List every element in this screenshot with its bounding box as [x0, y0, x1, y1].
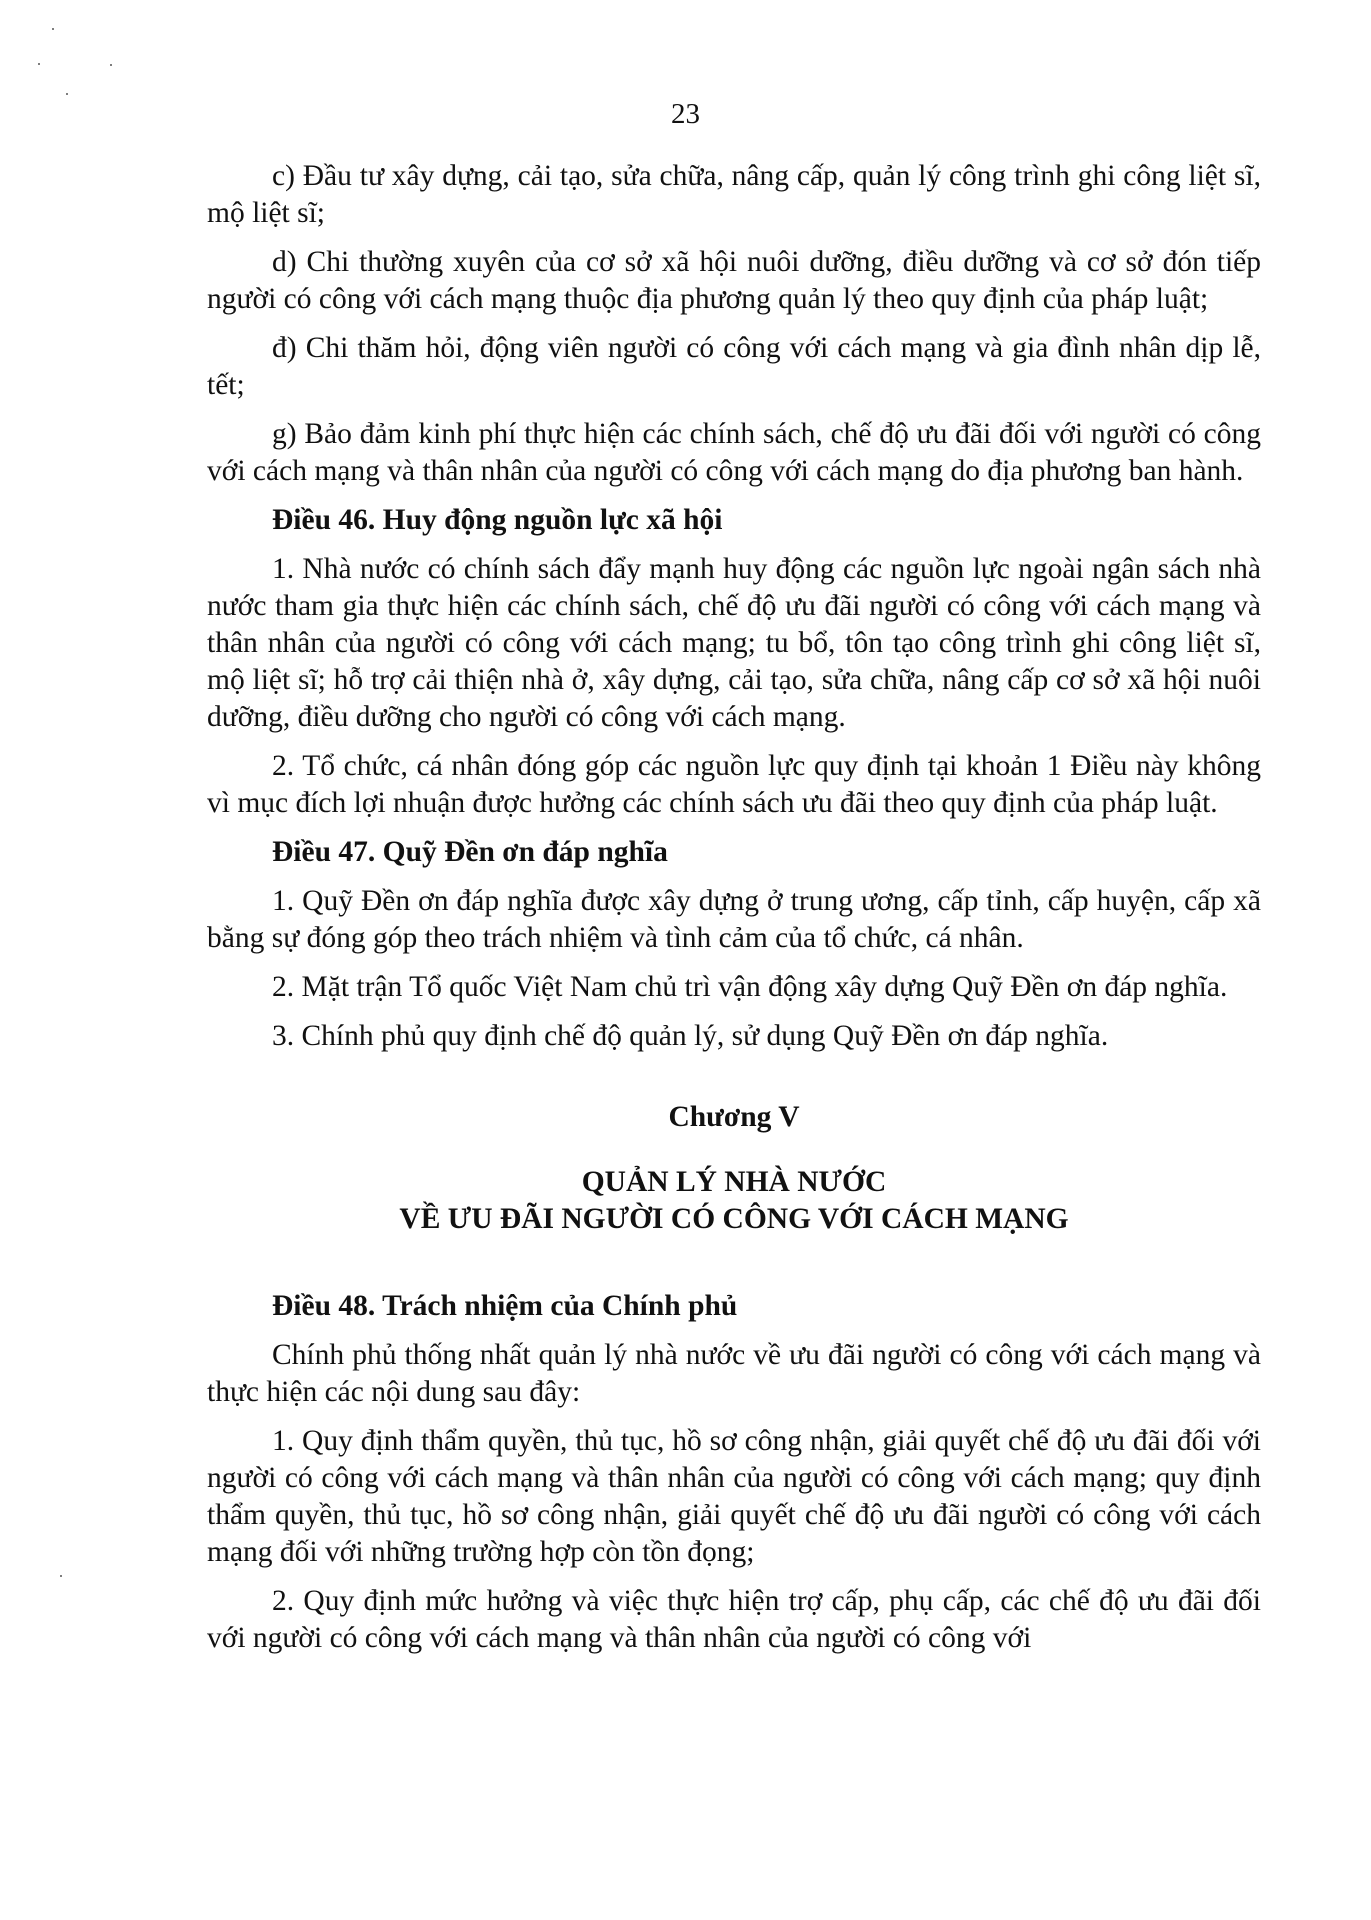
article-47-heading: Điều 47. Quỹ Đền ơn đáp nghĩa — [272, 836, 668, 868]
article-48-intro: Chính phủ thống nhất quản lý nhà nước về ưu đãi người có công với cách mạng và thực hiện các nội dung sau đây: — [207, 1339, 1261, 1408]
chapter-title — [207, 1164, 1261, 1238]
clause-d: d) Chi thường xuyên của cơ sở xã hội nuôi dưỡng, điều dưỡng và cơ sở đón tiếp người có công với cách mạng thuộc địa phương quản lý theo quy định của pháp luật; — [207, 246, 1261, 315]
clause-g: g) Bảo đảm kinh phí thực hiện các chính sách, chế độ ưu đãi đối với người có công với cách mạng và thân nhân của người có công với cách mạng do địa phương ban hành. — [207, 418, 1261, 487]
chapter-title-line-2: VỀ ƯU ĐÃI NGƯỜI CÓ CÔNG VỚI CÁCH MẠNG — [399, 1203, 1069, 1235]
article-47-clause-1: 1. Quỹ Đền ơn đáp nghĩa được xây dựng ở trung ương, cấp tỉnh, cấp huyện, cấp xã bằng sự đóng góp theo trách nhiệm và tình cảm của tổ chức, cá nhân. — [207, 885, 1261, 954]
clause-dd: đ) Chi thăm hỏi, động viên người có công với cách mạng và gia đình nhân dịp lễ, tết; — [207, 332, 1261, 401]
article-48-heading: Điều 48. Trách nhiệm của Chính phủ — [272, 1290, 738, 1322]
chapter-label: Chương V — [668, 1101, 800, 1133]
scan-speck — [52, 28, 54, 30]
article-46-clause-2: 2. Tổ chức, cá nhân đóng góp các nguồn lực quy định tại khoản 1 Điều này không vì mục đích lợi nhuận được hưởng các chính sách ưu đãi theo quy định của pháp luật. — [207, 750, 1261, 819]
article-48-clause-2: 2. Quy định mức hưởng và việc thực hiện trợ cấp, phụ cấp, các chế độ ưu đãi đối với người có công với cách mạng và thân nhân của người có công với — [207, 1585, 1261, 1654]
article-48-clause-1: 1. Quy định thẩm quyền, thủ tục, hồ sơ công nhận, giải quyết chế độ ưu đãi đối với người có công với cách mạng và thân nhân của người có công với cách mạng; quy định thẩm quyền, thủ tục, hồ sơ công nhận, giải quyết chế độ ưu đãi người có công với cách mạng đối với những trường hợp còn tồn đọng; — [207, 1425, 1261, 1568]
document-body — [207, 158, 1261, 1669]
article-47-clause-3: 3. Chính phủ quy định chế độ quản lý, sử dụng Quỹ Đền ơn đáp nghĩa. — [272, 1020, 1109, 1052]
article-46-heading: Điều 46. Huy động nguồn lực xã hội — [272, 504, 723, 536]
scan-speck — [60, 1575, 62, 1577]
page-number: 23 — [671, 98, 700, 130]
clause-c: c) Đầu tư xây dựng, cải tạo, sửa chữa, nâng cấp, quản lý công trình ghi công liệt sĩ, mộ liệt sĩ; — [207, 160, 1261, 229]
scan-speck — [66, 93, 68, 95]
article-47-clause-2: 2. Mặt trận Tổ quốc Việt Nam chủ trì vận động xây dựng Quỹ Đền ơn đáp nghĩa. — [272, 971, 1228, 1003]
chapter-title-line-1: QUẢN LÝ NHÀ NƯỚC — [581, 1166, 887, 1198]
scan-speck — [110, 64, 112, 66]
article-46-clause-1: 1. Nhà nước có chính sách đẩy mạnh huy động các nguồn lực ngoài ngân sách nhà nước tham gia thực hiện các chính sách, chế độ ưu đãi người có công với cách mạng và thân nhân của người có công với cách mạng; tu bổ, tôn tạo công trình ghi công liệt sĩ, mộ liệt sĩ; hỗ trợ cải thiện nhà ở, xây dựng, cải tạo, sửa chữa, nâng cấp cơ sở xã hội nuôi dưỡng, điều dưỡng cho người có công với cách mạng. — [207, 553, 1261, 733]
scan-speck — [38, 63, 40, 65]
